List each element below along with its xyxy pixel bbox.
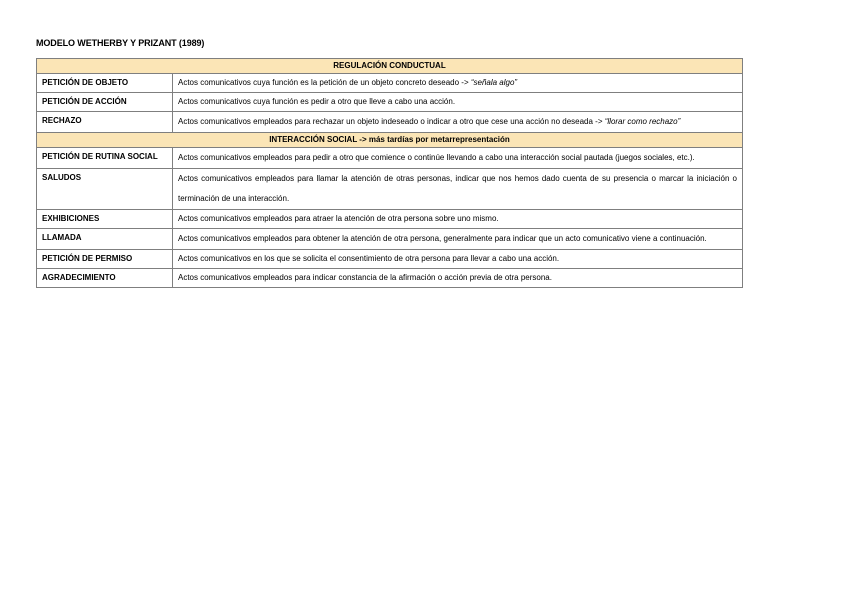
table-row — [37, 229, 743, 250]
description-quote: “señala algo” — [470, 78, 518, 87]
table-row — [37, 210, 743, 229]
function-description — [173, 112, 743, 133]
function-term: SALUDOS — [37, 169, 173, 210]
section-header-row — [37, 133, 743, 148]
function-term: PETICIÓN DE OBJETO — [37, 74, 173, 93]
table-row — [37, 169, 743, 210]
function-description: Actos comunicativos empleados para indicar constancia de la afirmación o acción previa de otra persona. — [173, 269, 743, 288]
function-term: RECHAZO — [37, 112, 173, 133]
table-row — [37, 112, 743, 133]
table-row — [37, 93, 743, 112]
function-term: PETICIÓN DE RUTINA SOCIAL — [37, 148, 173, 169]
section-heading: INTERACCIÓN SOCIAL -> más tardías por metarrepresentación — [37, 133, 743, 148]
function-description: Actos comunicativos empleados para pedir a otro que comience o continúe llevando a cabo una interacción social pautada (juegos sociales, etc.). — [173, 148, 743, 169]
section-header-row — [37, 59, 743, 74]
function-term: PETICIÓN DE ACCIÓN — [37, 93, 173, 112]
function-term: AGRADECIMIENTO — [37, 269, 173, 288]
function-description: Actos comunicativos en los que se solicita el consentimiento de otra persona para llevar a cabo una acción. — [173, 250, 743, 269]
function-description: Actos comunicativos empleados para obtener la atención de otra persona, generalmente para indicar que un acto comunicativo viene a continuación. — [173, 229, 743, 250]
communicative-functions-table — [36, 58, 743, 288]
function-description: Actos comunicativos cuya función es pedir a otro que lleve a cabo una acción. — [173, 93, 743, 112]
section-heading: REGULACIÓN CONDUCTUAL — [37, 59, 743, 74]
table-row — [37, 269, 743, 288]
function-description — [173, 74, 743, 93]
description-quote: “llorar como rechazo” — [604, 117, 681, 126]
function-description: Actos comunicativos empleados para llamar la atención de otras personas, indicar que nos hemos dado cuenta de su presencia o marcar la iniciación o terminación de una interacción. — [173, 169, 743, 210]
table-row — [37, 250, 743, 269]
function-term: PETICIÓN DE PERMISO — [37, 250, 173, 269]
description-text: Actos comunicativos empleados para rechazar un objeto indeseado o indicar a otro que cese una acción no deseada -> — [178, 117, 605, 126]
document-title: MODELO WETHERBY Y PRIZANT (1989) — [36, 38, 205, 48]
table-row — [37, 148, 743, 169]
function-description: Actos comunicativos empleados para atraer la atención de otra persona sobre uno mismo. — [173, 210, 743, 229]
function-term: LLAMADA — [37, 229, 173, 250]
table-row — [37, 74, 743, 93]
function-term: EXHIBICIONES — [37, 210, 173, 229]
description-text: Actos comunicativos cuya función es la petición de un objeto concreto deseado -> — [178, 78, 471, 87]
